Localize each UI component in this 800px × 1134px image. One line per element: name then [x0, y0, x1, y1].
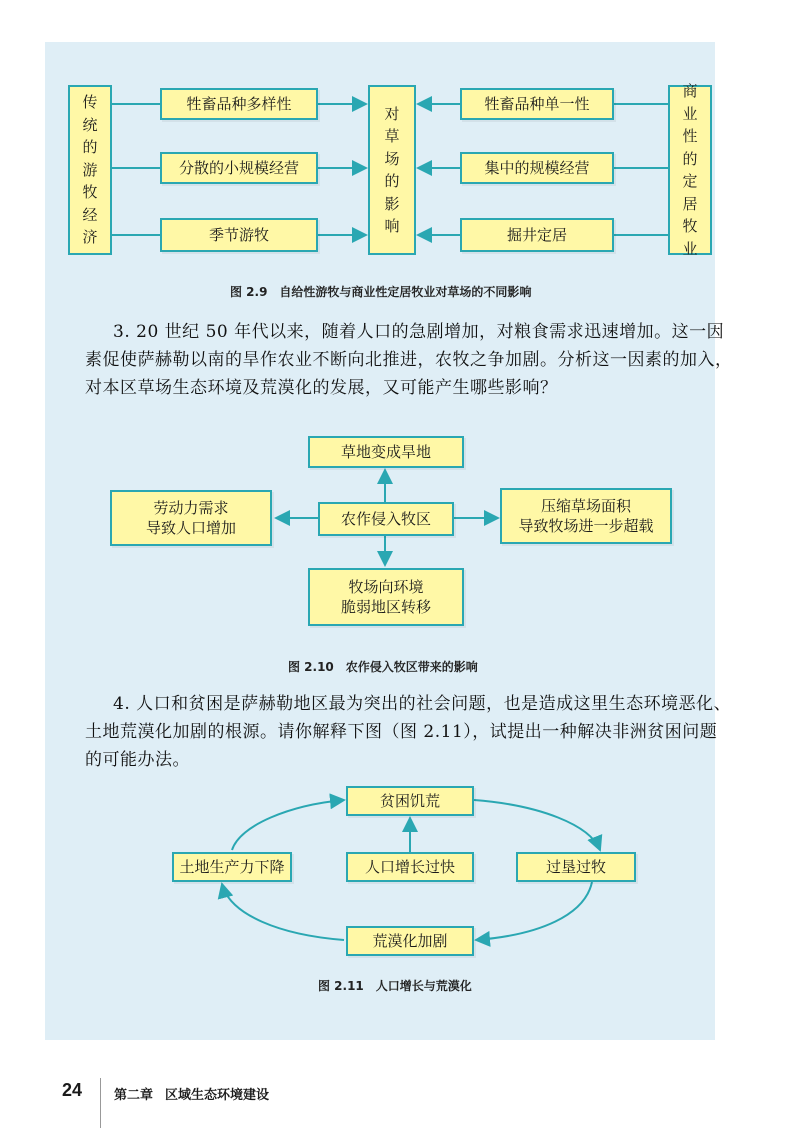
- fig211-caption: 图 2.11 人口增长与荒漠化: [318, 979, 472, 993]
- fig211-right: 过垦过牧: [516, 852, 636, 882]
- fig29-commercial-ranching: [668, 82, 712, 258]
- fig29-left-item-2: 分散的小规模经营: [160, 152, 318, 184]
- question3-line-1: 3. 20 世纪 50 年代以来，随着人口的急剧增加，对粮食需求迅速增加。这一因: [113, 322, 725, 342]
- footer-chapter: [114, 1084, 281, 1103]
- fig29-left-item-3: 季节游牧: [160, 218, 318, 252]
- question3-line-3: 对本区草场生态环境及荒漠化的发展，又可能产生哪些影响？: [85, 378, 558, 398]
- question4-line-1: 4. 人口和贫困是萨赫勒地区最为突出的社会问题，也是造成这里生态环境恶化、: [113, 694, 732, 714]
- fig29-traditional-nomadism: [68, 85, 112, 255]
- footer-section-title: 区域生态环境建设: [165, 1088, 270, 1103]
- fig29-right-item-3: 掘井定居: [460, 218, 614, 252]
- footer-chapter-number: 第二章: [114, 1088, 154, 1103]
- fig210-bottom-line-2: 脆弱地区转移: [340, 598, 431, 616]
- fig210-left-line-2: 导致人口增加: [145, 519, 236, 537]
- fig29-left-label: 传统的游牧经济: [82, 93, 98, 247]
- fig210-bottom-line-1: 牧场向环境: [348, 577, 424, 596]
- fig210-center: 农作侵入牧区: [318, 502, 454, 536]
- question4-line-3: 的可能办法。: [85, 750, 190, 770]
- fig211-bottom: 荒漠化加剧: [346, 926, 474, 956]
- fig211-left: 土地生产力下降: [172, 852, 292, 882]
- fig29-impact-on-grassland: [368, 85, 416, 255]
- footer-divider: [100, 1078, 101, 1128]
- fig210-left-line-1: 劳动力需求: [153, 498, 229, 517]
- fig211-top: 贫困饥荒: [346, 786, 474, 816]
- fig29-left-item-1: 牲畜品种多样性: [160, 88, 318, 120]
- question3-line-2: 素促使萨赫勒以南的旱作农业不断向北推进，农牧之争加剧。分析这一因素的加入，: [85, 350, 733, 370]
- fig29-center-label: 对草场的影响: [384, 104, 400, 235]
- fig210-right-line-2: 导致牧场进一步超载: [518, 517, 654, 535]
- fig210-right-line-1: 压缩草场面积: [540, 496, 631, 515]
- fig210-top: 草地变成旱地: [308, 436, 464, 468]
- fig29-right-label: 商业性的定居牧业: [682, 82, 698, 258]
- fig211-center: 人口增长过快: [346, 852, 474, 882]
- fig29-right-item-2: 集中的规模经营: [460, 152, 614, 184]
- page-number: 24: [62, 1080, 83, 1100]
- fig210-bottom: [308, 568, 464, 626]
- fig29-right-item-1: 牲畜品种单一性: [460, 88, 614, 120]
- fig210-left: [110, 490, 272, 546]
- question4-line-2: 土地荒漠化加剧的根源。请你解释下图（图 2.11），试提出一种解决非洲贫困问题: [85, 722, 718, 742]
- fig210-right: [500, 488, 672, 544]
- fig29-caption: 图 2.9 自给性游牧与商业性定居牧业对草场的不同影响: [230, 285, 532, 299]
- fig210-caption: 图 2.10 农作侵入牧区带来的影响: [288, 660, 478, 674]
